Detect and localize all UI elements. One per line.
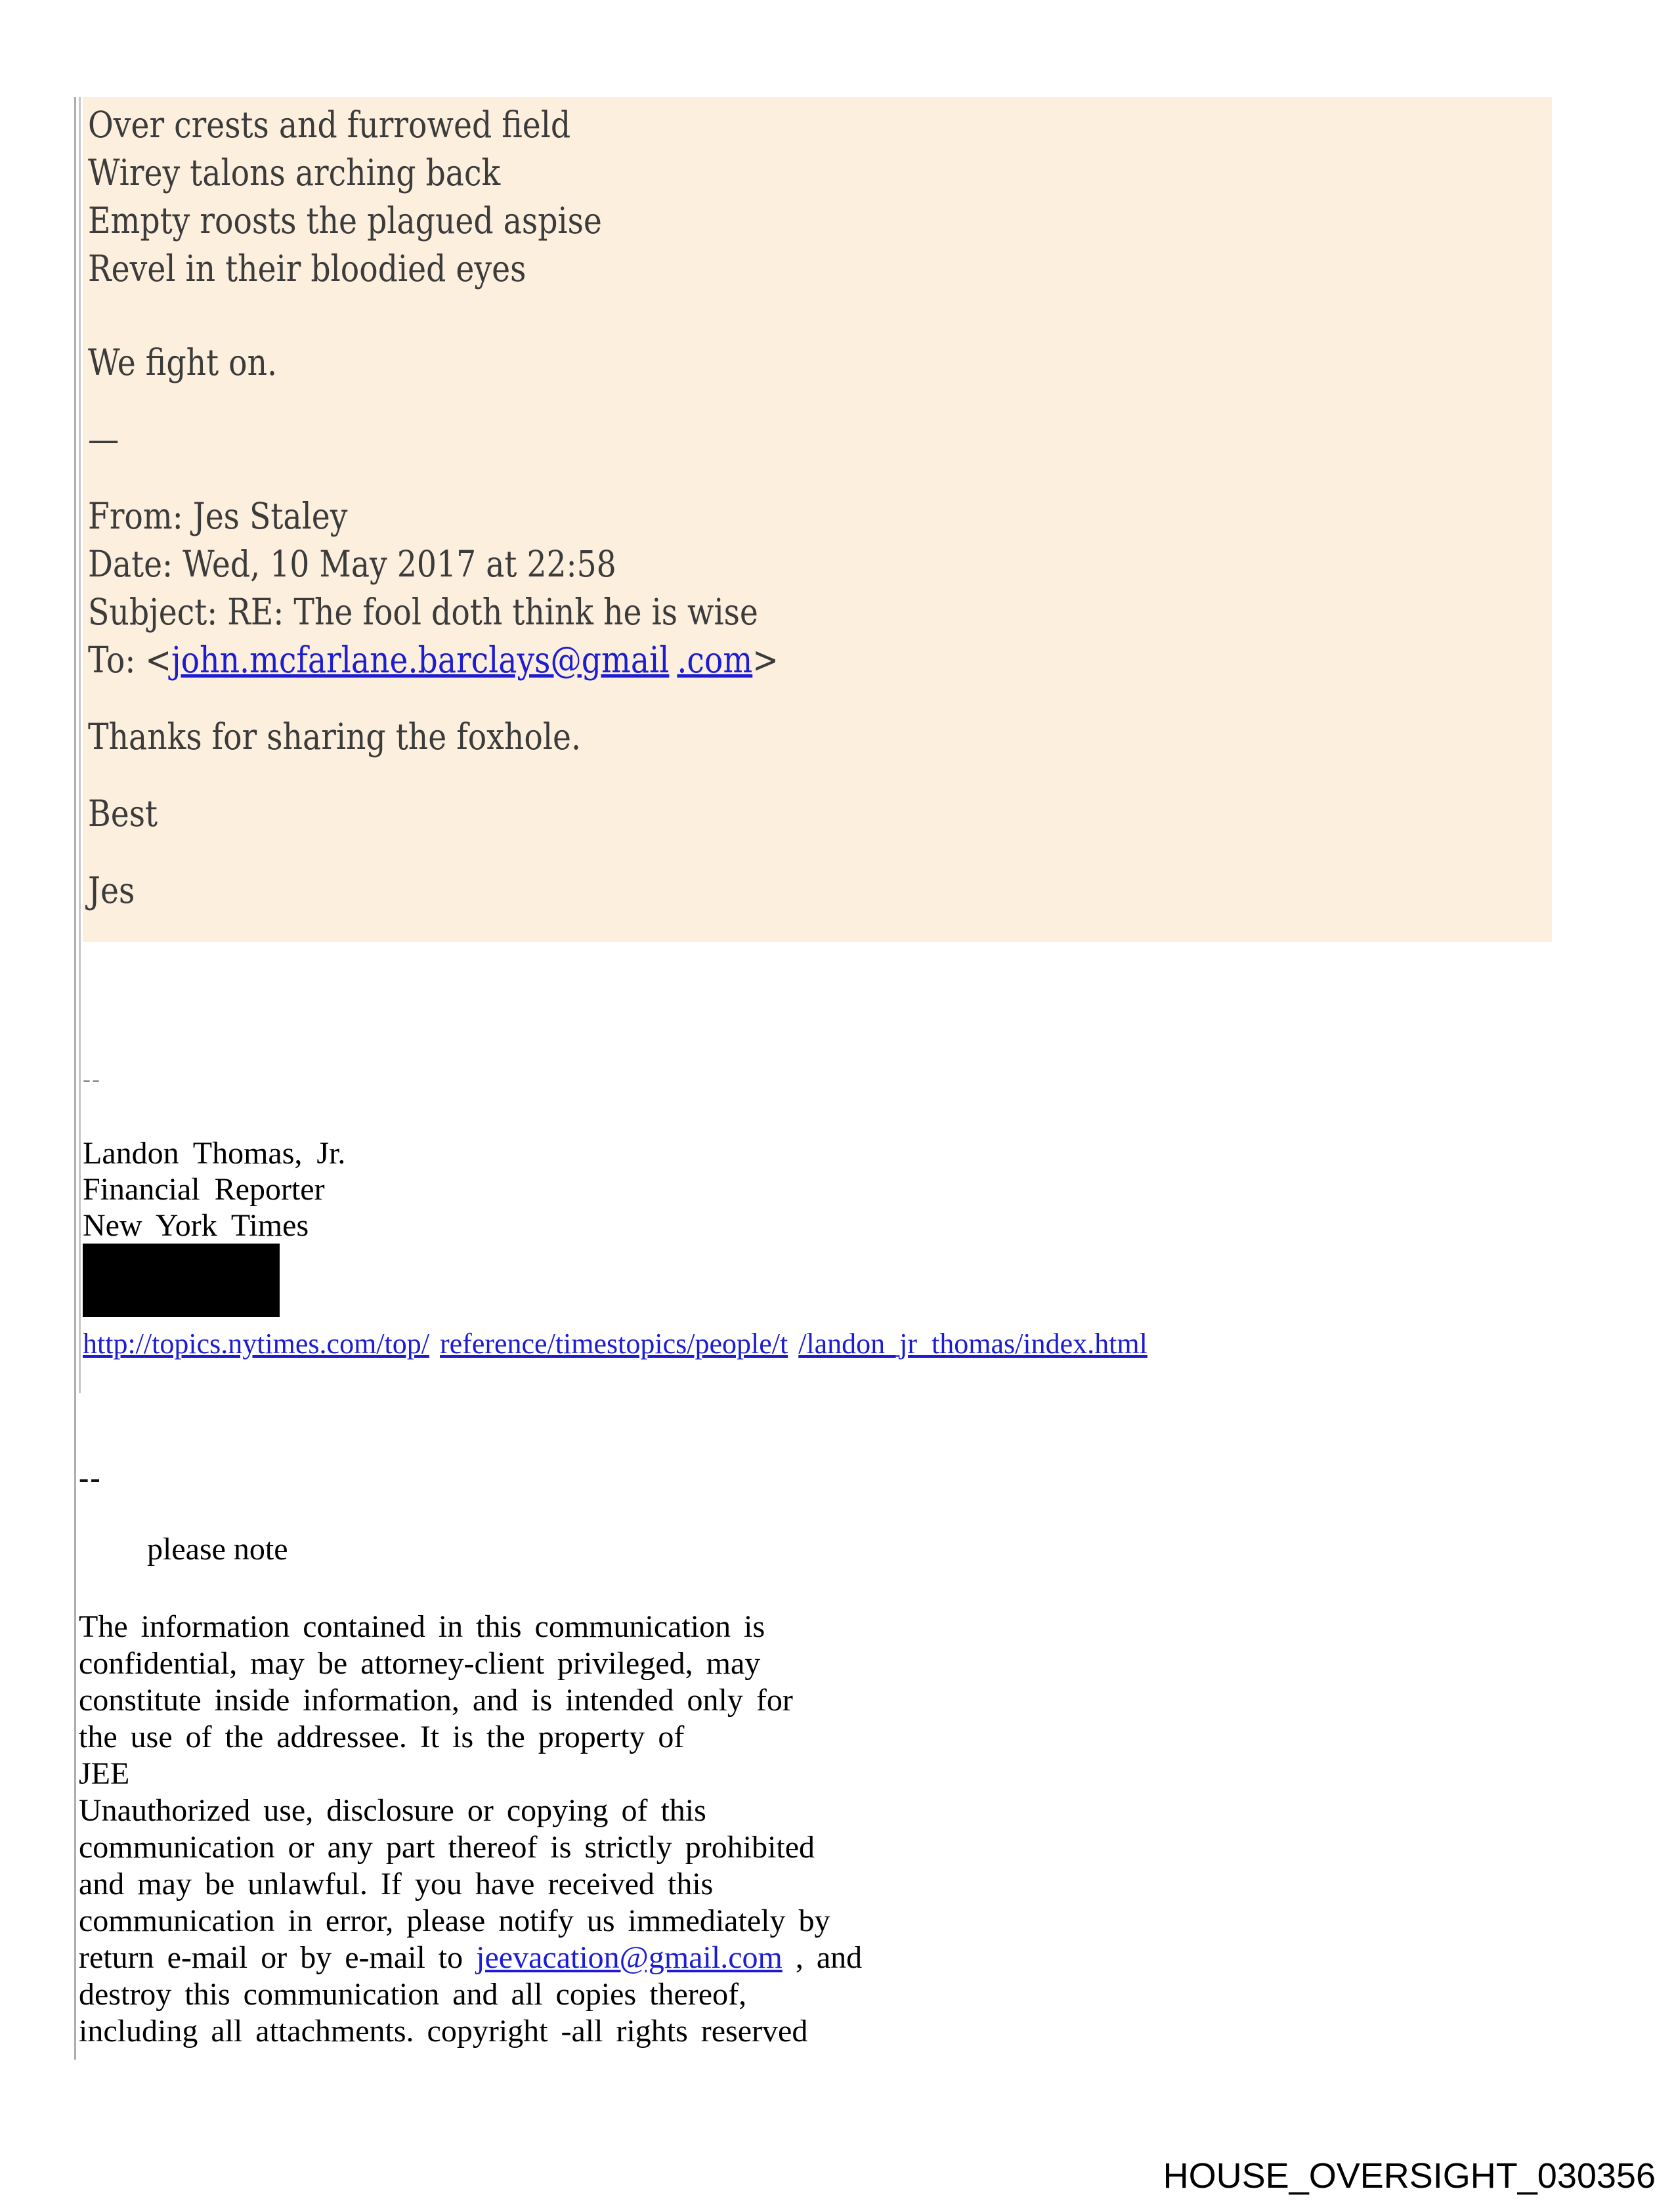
angle-open: <: [145, 639, 171, 681]
resolve-line: We fight on.: [88, 341, 278, 383]
please-note-label: please note: [147, 1532, 288, 1567]
nytimes-url-link-part3[interactable]: /landon_jr_thomas/index.html: [798, 1328, 1148, 1360]
disclaimer-line: constitute inside information, and is intended only for: [79, 1683, 793, 1718]
quoted-email-block: [83, 97, 1552, 942]
legal-disclaimer: [79, 1609, 998, 2060]
poem-line-text: Revel in their bloodied eyes: [88, 248, 526, 290]
poem-line-text: Wirey talons arching back: [88, 152, 501, 194]
disclaimer-line: communication or any part thereof is strictly prohibited: [79, 1830, 815, 1865]
poem-line-text: Over crests and furrowed field: [88, 104, 571, 146]
poem-line: [88, 245, 1539, 293]
jeevacation-email-link[interactable]: jeevacation@gmail.com: [476, 1940, 783, 1975]
disclaimer-link-line: [79, 1940, 998, 1976]
signature-organization: New York Times: [83, 1208, 309, 1243]
poem-line: [88, 197, 1539, 245]
signature-url-line: [83, 1325, 1650, 1363]
disclaimer-line: communication in error, please notify us immediately by: [79, 1903, 830, 1938]
from-label: From:: [88, 495, 193, 537]
disclaimer-line: confidential, may be attorney-client privileged, may: [79, 1646, 761, 1681]
nytimes-url-link-part1[interactable]: http://topics.nytimes.com/top/: [83, 1328, 429, 1360]
header-to: [88, 636, 1539, 684]
bates-number: HOUSE_OVERSIGHT_030356: [1163, 2156, 1656, 2196]
disclaimer-line: The information contained in this communication is: [79, 1609, 765, 1644]
disclaimer-line: and may be unlawful. If you have received this: [79, 1867, 714, 1901]
disclaimer-line: destroy this communication and all copies thereof,: [79, 1977, 747, 2012]
closing-line: Best: [88, 792, 158, 835]
signature-title: Financial Reporter: [83, 1172, 325, 1207]
disclaimer-link-prefix: return e-mail or by e-mail to: [79, 1940, 477, 1975]
body-line: Thanks for sharing the foxhole.: [88, 716, 581, 758]
nytimes-url-link-part2[interactable]: reference/timestopics/people/t: [439, 1328, 788, 1360]
disclaimer-line: including all attachments. copyright -all rights reserved: [79, 2014, 808, 2049]
sender-signature: [83, 1135, 1650, 1244]
disclaimer-line: JEE: [79, 1756, 130, 1791]
subject-value: RE: The fool doth think he is wise: [227, 591, 758, 633]
to-label: To:: [88, 639, 146, 681]
header-from: [88, 492, 1539, 540]
date-label: Date:: [88, 543, 183, 585]
redaction-box: [83, 1244, 280, 1317]
disclaimer-link-suffix: , and: [782, 1940, 863, 1975]
disclaimer-line: the use of the addressee. It is the property of: [79, 1720, 685, 1754]
email-content: [74, 97, 1650, 2060]
signature-name: Landon Thomas, Jr.: [83, 1136, 346, 1171]
signature-separator: --: [83, 1066, 101, 1092]
poem-line-text: Empty roosts the plagued aspise: [88, 200, 602, 242]
subject-label: Subject:: [88, 591, 228, 633]
disclaimer-line: Unauthorized use, disclosure or copying of this: [79, 1793, 706, 1828]
quote-bar-outer: [74, 97, 1650, 2060]
quote-bar-inner: [79, 97, 1650, 1393]
angle-close: >: [752, 639, 779, 681]
header-date: [88, 540, 1539, 588]
date-value: Wed, 10 May 2017 at 22:58: [182, 543, 616, 585]
header-subject: [88, 588, 1539, 636]
signoff-line: Jes: [88, 869, 135, 911]
poem-line: [88, 101, 1539, 149]
em-dash-divider: —: [88, 418, 119, 460]
to-email-link[interactable]: john.mcfarlane.barclays@gmail: [171, 639, 670, 681]
to-email-tld-link[interactable]: .com: [677, 639, 753, 681]
poem-line: [88, 149, 1539, 197]
from-value: Jes Staley: [192, 495, 348, 537]
disclaimer-separator: --: [79, 1461, 102, 1494]
